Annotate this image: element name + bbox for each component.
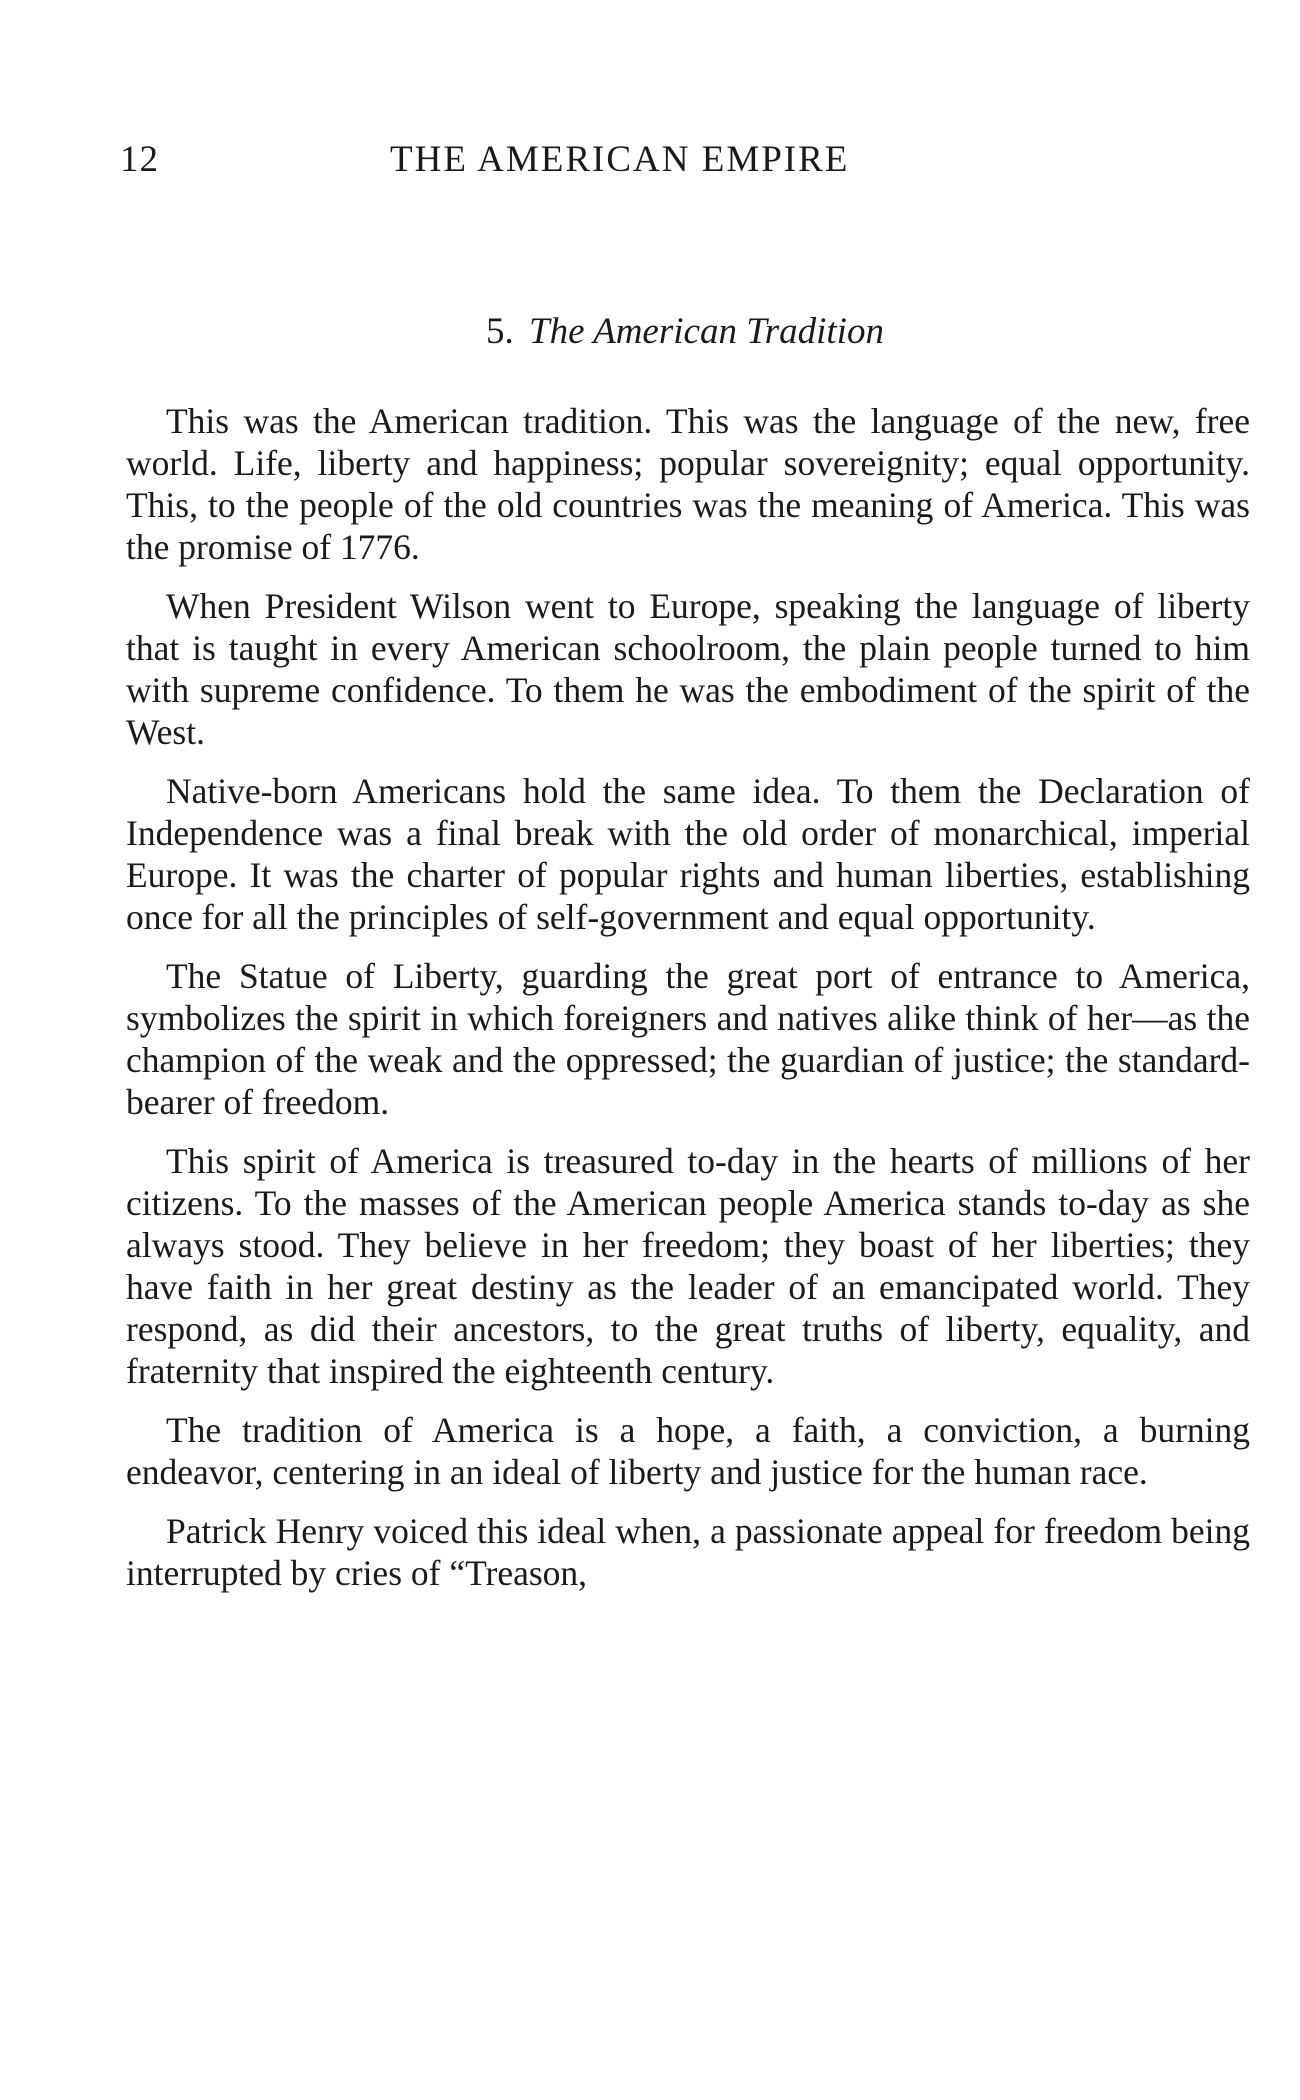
running-head xyxy=(120,138,1250,188)
body-text xyxy=(126,400,1250,1611)
paragraph: This spirit of America is treasured to-day in the hearts of millions of her citizens. To the masses of the American people America stands to-day as she always stood. They believe in her freedom; they boast of her liberties; they have faith in her great destiny as the leader of an emancipated world. They respond, as did their ancestors, to the great truths of liberty, equality, and fraternity that inspired the eighteenth century. xyxy=(126,1141,1250,1391)
running-title: THE AMERICAN EMPIRE xyxy=(390,139,850,180)
paragraph: The Statue of Liberty, guarding the great port of entrance to America, symbolizes the spirit in which foreigners and natives alike think of her—as the champion of the weak and the oppressed; the guardian of justice; the standard-bearer of freedom. xyxy=(126,956,1250,1122)
section-heading xyxy=(120,310,1250,353)
section-number: 5. xyxy=(486,311,514,352)
section-title: The American Tradition xyxy=(529,311,884,352)
paragraph: Patrick Henry voiced this ideal when, a passionate appeal for freedom being interrupted by cries of “Treason, xyxy=(126,1511,1250,1593)
paragraph: The tradition of America is a hope, a faith, a conviction, a burning endeavor, centering in an ideal of liberty and justice for the human race. xyxy=(126,1410,1250,1492)
paragraph: When President Wilson went to Europe, speaking the language of liberty that is taught in every American schoolroom, the plain people turned to him with supreme confidence. To them he was the embodiment of the spirit of the West. xyxy=(126,586,1250,752)
page-number: 12 xyxy=(120,139,159,180)
paragraph: This was the American tradition. This was the language of the new, free world. Life, liberty and happiness; popular sovereignity; equal opportunity. This, to the people of the old countries was the meaning of America. This was the promise of 1776. xyxy=(126,401,1250,567)
paragraph: Native-born Americans hold the same idea. To them the Declaration of Independence was a final break with the old order of monarchical, imperial Europe. It was the charter of popular rights and human liberties, establishing once for all the principles of self-government and equal opportunity. xyxy=(126,771,1250,937)
